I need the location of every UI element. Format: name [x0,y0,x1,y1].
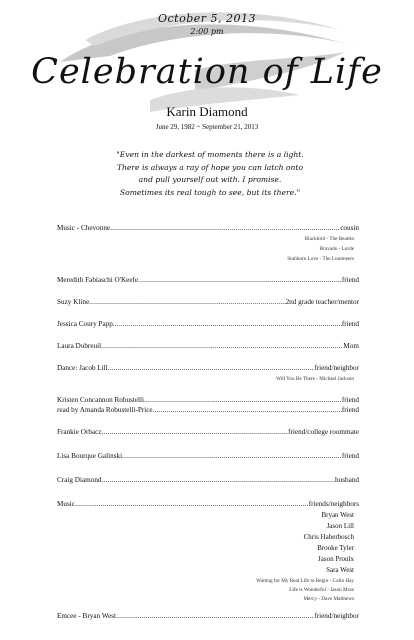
performer-name: Jason Lill [326,522,354,530]
program-left: Kristen Concannon Robustelli [57,396,145,404]
song-item: Life is Wonderful - Jason Mraz [289,587,354,593]
program-right: friend [341,406,359,414]
program-right: 2nd grade teacher/mentor [285,298,359,306]
song-item: Blackbird - The Beatles [304,236,354,242]
program-right: friend [341,276,359,284]
program-left: Jessica Coury Papp [57,320,113,328]
program-left: Emcee - Bryan West [57,612,116,620]
program-row [57,298,359,306]
quote-line: "Even in the darkest of moments there is a light. [116,150,304,159]
page-title: Celebration of Life [31,52,383,92]
song-item: Stubborn Love - The Lumineers [287,256,354,262]
program-left: Music - Chevonne [57,224,111,232]
quote-line: There is always a ray of hope you can latch onto [116,162,304,172]
event-time: 2:00 pm [190,27,224,36]
quote-line: Sometimes its real tough to see, but its there." [119,187,301,197]
program-row [57,396,359,404]
program-right: Mom [343,342,359,350]
song-item: Mercy - Dave Matthews [303,596,354,602]
program-row [57,224,359,232]
program-left: read by Amanda Robustelli-Price [57,406,153,414]
program-left: Music [57,500,75,508]
program-right: friend/neighbor [314,364,359,372]
program-right: husband [335,476,359,484]
program-right: friend/college roommate [288,428,359,436]
program-row [57,276,359,284]
event-date: October 5, 2013 [157,12,256,25]
program-left: Laura Dubreuil [57,342,102,350]
song-item: Bravado - Lorde [319,246,354,252]
program-left: Meredith Fabiaschi O'Keefe [57,276,139,284]
song-item: Will You Be There - Michael Jackson [276,376,354,382]
program-right: friend [341,320,359,328]
performer-name: Chris Haberbosch [303,533,354,541]
honoree-name: Karin Diamond [166,104,248,119]
program-left: Dance: Jacob Lill [57,364,108,372]
song-item: Waiting for My Real Life to Begin - Colin Hay [256,578,354,584]
program-right: friend [341,452,359,460]
performer-name: Sara West [326,566,354,574]
performer-name: Brooke Tyler [317,544,354,552]
program-row [57,342,359,350]
program-right: friends/neighbors [308,500,359,508]
program-row [57,476,359,484]
program-right: cousin [340,224,359,232]
program-right: friend [341,396,359,404]
program-left: Craig Diamond [57,476,102,484]
lifespan-dates: June 29, 1982 ~ September 21, 2013 [155,123,259,131]
quote-line: and pull yourself out with. I promise. [138,175,282,185]
performer-name: Bryan West [321,511,354,519]
program-row [57,452,359,460]
program-right: friend/neighbor [314,612,359,620]
program-row [57,500,359,508]
program-left: Frankie Orbacz [57,428,102,436]
program-left: Lisa Bourque Galinski [57,452,123,460]
program-row [57,612,359,620]
program-row [57,320,359,328]
program-row [57,428,359,436]
program-row [57,406,359,414]
program-left: Suzy Kline [57,298,90,306]
performer-name: Jason Proulx [318,555,354,563]
program-row [57,364,359,372]
